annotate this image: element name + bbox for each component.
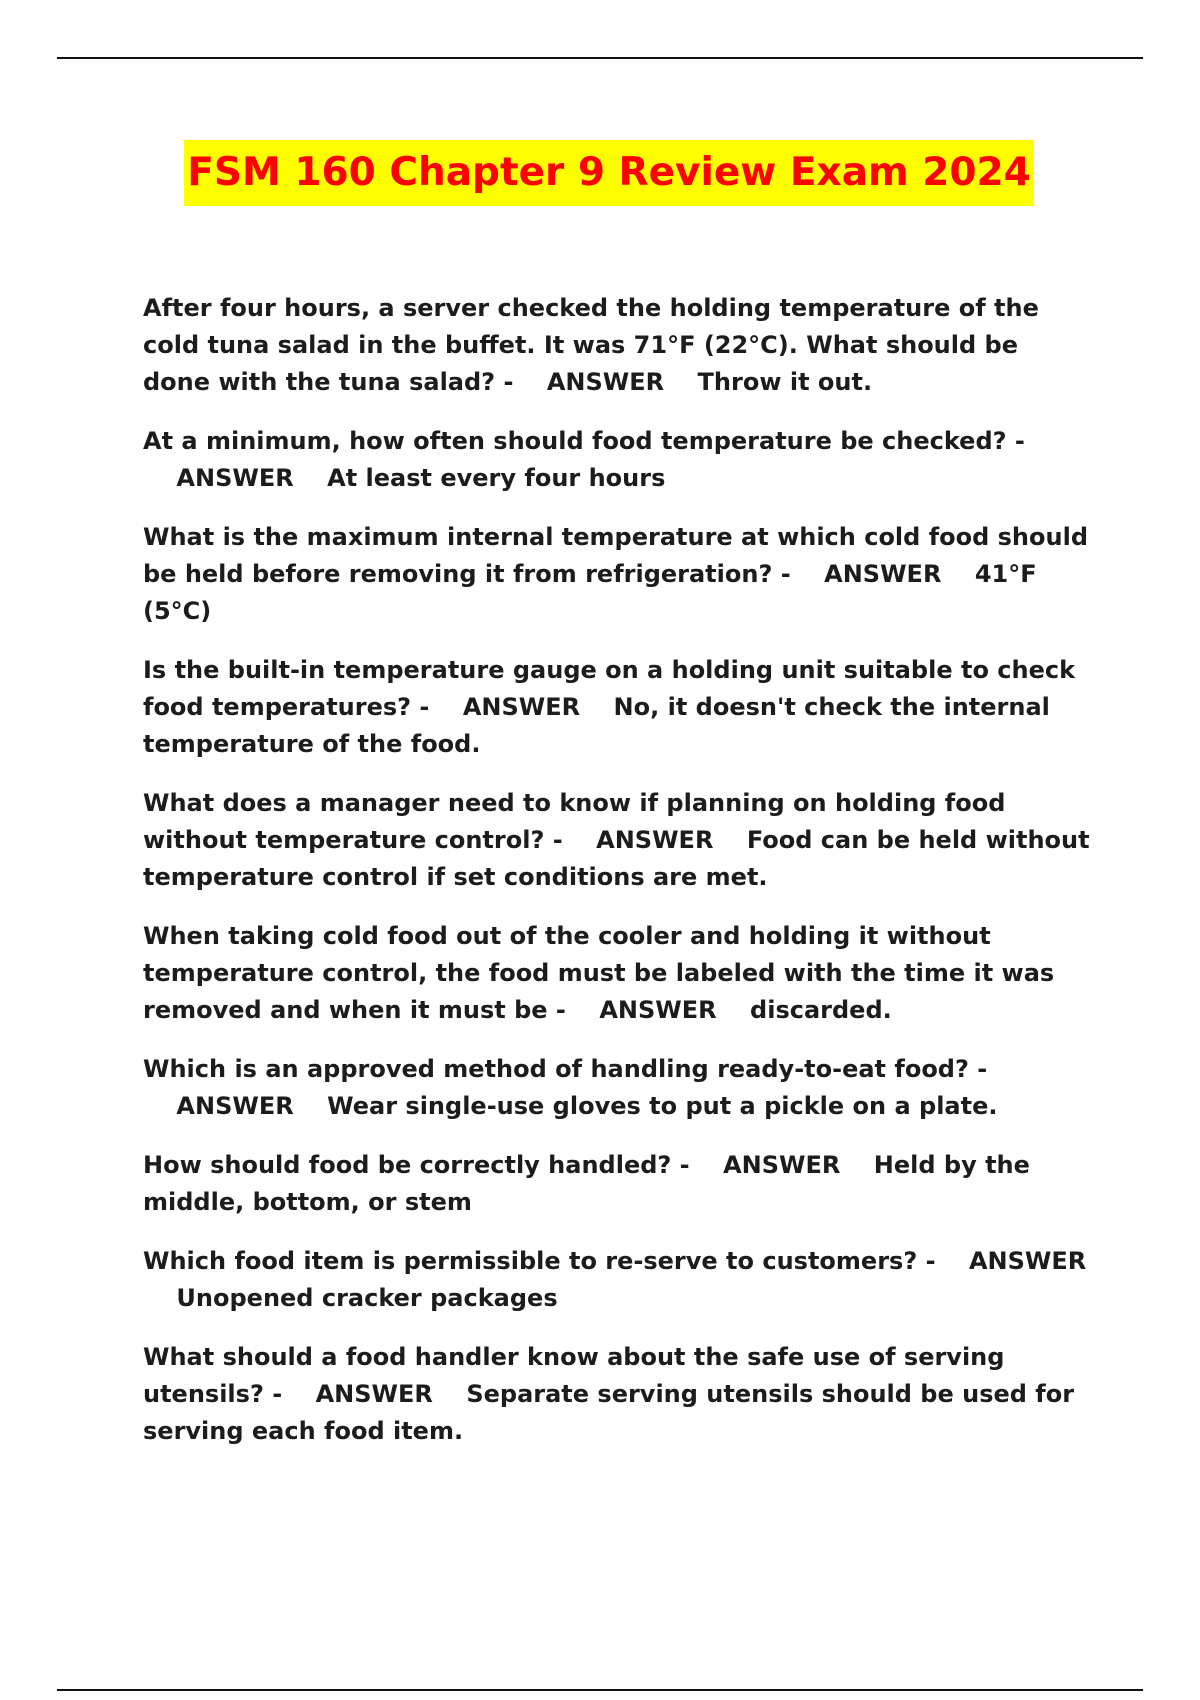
answer-text: No, it doesn't check the internal temperature of the food. xyxy=(143,693,1050,758)
answer-label: ANSWER xyxy=(462,693,581,721)
answer-text: Separate serving utensils should be used for serving each food item. xyxy=(143,1380,1075,1445)
qa-item-10 xyxy=(143,1339,1093,1450)
answer-text: Food can be held without temperature control if set conditions are met. xyxy=(143,826,1090,891)
answer-label: ANSWER xyxy=(599,996,717,1024)
question-text: What does a manager need to know if planning on holding food without temperature control? - xyxy=(143,789,1006,854)
qa-item-4 xyxy=(143,652,1093,763)
answer-label: ANSWER xyxy=(824,560,942,588)
question-text: Is the built-in temperature gauge on a holding unit suitable to check food temperatures? - xyxy=(143,656,1076,721)
question-text: What is the maximum internal temperature at which cold food should be held before removing it from refrigeration? - xyxy=(143,523,1088,588)
title-container xyxy=(0,140,1200,206)
qa-item-8 xyxy=(143,1147,1093,1221)
qa-item-2 xyxy=(143,423,1093,497)
answer-label: ANSWER xyxy=(315,1380,433,1408)
bottom-divider xyxy=(57,1689,1143,1691)
answer-label: ANSWER xyxy=(546,368,665,396)
question-answer-list xyxy=(143,290,1093,1472)
answer-label: ANSWER xyxy=(596,826,714,854)
question-text: How should food be correctly handled? - xyxy=(143,1151,690,1179)
qa-item-1 xyxy=(143,290,1093,401)
answer-text: Held by the middle, bottom, or stem xyxy=(143,1151,1030,1216)
answer-text: 41°F (5°C) xyxy=(143,560,1037,625)
question-text: At a minimum, how often should food temperature be checked? - xyxy=(143,427,1025,455)
answer-label: ANSWER xyxy=(968,1247,1087,1275)
answer-label: ANSWER xyxy=(176,1092,294,1120)
answer-label: ANSWER xyxy=(176,464,294,492)
answer-text: At least every four hours xyxy=(327,464,666,492)
qa-item-3 xyxy=(143,519,1093,630)
answer-text: Wear single-use gloves to put a pickle on a plate. xyxy=(327,1092,998,1120)
answer-label: ANSWER xyxy=(723,1151,841,1179)
answer-text: discarded. xyxy=(750,996,892,1024)
answer-text: Throw it out. xyxy=(697,368,873,396)
question-text: Which food item is permissible to re-serve to customers? - xyxy=(143,1247,936,1275)
qa-item-5 xyxy=(143,785,1093,896)
qa-item-9 xyxy=(143,1243,1093,1317)
question-text: When taking cold food out of the cooler and holding it without temperature control, the food must be labeled with the time it was removed and when it must be - xyxy=(143,922,1055,1024)
question-text: What should a food handler know about the safe use of serving utensils? - xyxy=(143,1343,1005,1408)
qa-item-7 xyxy=(143,1051,1093,1125)
qa-item-6 xyxy=(143,918,1093,1029)
top-divider xyxy=(57,57,1143,59)
document-title: FSM 160 Chapter 9 Review Exam 2024 xyxy=(184,140,1034,206)
answer-text: Unopened cracker packages xyxy=(176,1284,558,1312)
question-text: After four hours, a server checked the holding temperature of the cold tuna salad in the buffet. It was 71°F (22°C). What should be done with the tuna salad? - xyxy=(143,294,1039,396)
question-text: Which is an approved method of handling ready-to-eat food? - xyxy=(143,1055,988,1083)
